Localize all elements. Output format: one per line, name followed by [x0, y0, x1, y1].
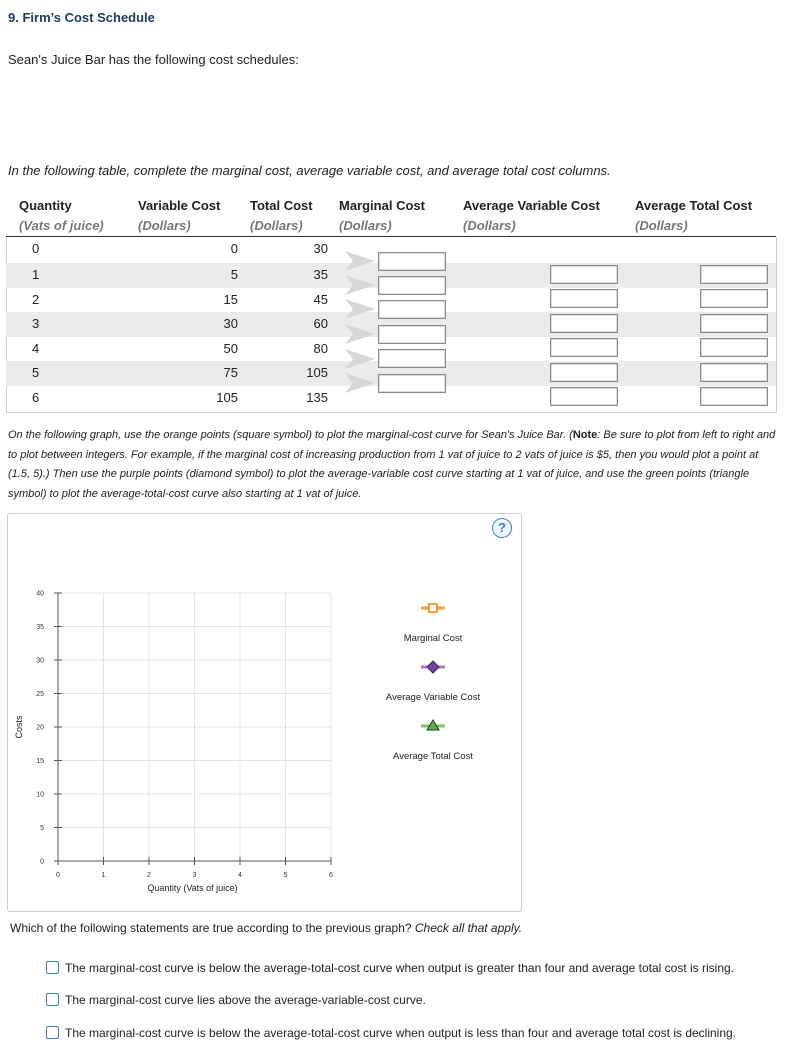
y-tick-label: 25	[36, 691, 44, 698]
legend-label: Average Variable Cost	[385, 692, 481, 703]
marginal-cost-input[interactable]	[378, 276, 446, 295]
marginal-cost-input[interactable]	[378, 349, 446, 368]
graph-panel	[7, 513, 522, 912]
y-tick-label: 10	[36, 791, 44, 799]
option-1[interactable]: The marginal-cost curve is below the average-total-cost curve when output is greater than four and average total cost is rising.	[46, 961, 734, 975]
x-axis-label: Quantity (Vats of juice)	[147, 883, 238, 893]
marginal-cost-input[interactable]	[378, 374, 446, 393]
quantity-cell: 0	[32, 241, 40, 256]
variable-cost-cell: 30	[223, 316, 238, 331]
legend-marker-diamond	[427, 661, 439, 673]
avc-input[interactable]	[550, 289, 618, 308]
table-instruction: In the following table, complete the marginal cost, average variable cost, and average total cost columns.	[8, 163, 611, 178]
x-tick-label: 1	[101, 872, 106, 879]
avc-input[interactable]	[550, 338, 618, 357]
total-cost-cell: 80	[313, 340, 328, 356]
header-variable-cost: Variable Cost	[138, 198, 221, 213]
legend-label: Average Total Cost	[393, 751, 473, 762]
marginal-cost-input[interactable]	[378, 300, 446, 319]
y-tick-label: 35	[36, 624, 44, 631]
x-tick-label: 5	[283, 872, 288, 879]
cost-chart[interactable]	[8, 514, 521, 911]
help-icon[interactable]: ?	[492, 518, 512, 538]
total-cost-cell: 30	[313, 241, 328, 256]
header-marginal-cost: Marginal Cost	[339, 198, 425, 213]
checkbox[interactable]	[46, 961, 59, 974]
x-tick-label: 2	[147, 872, 151, 879]
avc-input[interactable]	[550, 265, 618, 284]
header-atc: Average Total Cost	[635, 198, 753, 213]
variable-cost-cell: 50	[223, 340, 238, 356]
header-atc-unit: (Dollars)	[635, 218, 688, 233]
y-tick-label: 0	[40, 858, 44, 866]
variable-cost-cell: 0	[230, 241, 238, 256]
option-2[interactable]: The marginal-cost curve lies above the average-variable-cost curve.	[46, 993, 426, 1007]
option-3[interactable]: The marginal-cost curve is below the average-total-cost curve when output is less than four and average total cost is declining.	[46, 1026, 736, 1040]
legend-marker-square	[429, 604, 437, 612]
quantity-cell: 2	[32, 291, 40, 307]
y-tick-label: 30	[36, 657, 44, 665]
marginal-cost-input[interactable]	[378, 325, 446, 344]
header-quantity-unit: (Vats of juice)	[19, 218, 104, 233]
header-avc-unit: (Dollars)	[463, 218, 516, 233]
atc-input[interactable]	[700, 289, 768, 308]
x-tick-label: 3	[192, 872, 197, 879]
header-quantity: Quantity	[19, 198, 72, 213]
total-cost-cell: 60	[313, 316, 328, 331]
marginal-cost-input[interactable]	[378, 252, 446, 271]
quantity-cell: 6	[32, 389, 40, 405]
header-marginal-cost-unit: (Dollars)	[339, 218, 392, 233]
question-text: Which of the following statements are true according to the previous graph? Check all that apply.	[10, 921, 523, 935]
y-tick-label: 15	[36, 758, 44, 765]
atc-input[interactable]	[700, 338, 768, 357]
quantity-cell: 4	[32, 340, 40, 356]
checkbox[interactable]	[46, 1026, 59, 1039]
quantity-cell: 3	[32, 316, 40, 331]
quantity-cell: 1	[32, 267, 40, 282]
atc-input[interactable]	[700, 387, 768, 406]
total-cost-cell: 35	[313, 267, 328, 282]
total-cost-cell: 135	[306, 389, 328, 405]
marginal-arrows-icon	[343, 249, 377, 399]
atc-input[interactable]	[700, 314, 768, 333]
variable-cost-cell: 15	[223, 291, 238, 307]
legend-label: Marginal Cost	[403, 633, 463, 644]
variable-cost-cell: 105	[216, 389, 238, 405]
y-tick-label: 5	[40, 825, 44, 832]
header-total-cost-unit: (Dollars)	[250, 218, 303, 233]
graph-instruction: On the following graph, use the orange points (square symbol) to plot the marginal-cost curve for Sean's Juice Bar. (Note: Be sure to plot from left to right and to plot between integers. For example, if the marginal cost of increasing production from 1 vat of juice to 2 vats of juice is $5, then you would plot a point at (1.5, 5).) Then use the purple points (diamond symbol) to plot the average-variable cost curve starting at 1 vat of juice, and use the green points (triangle symbol) to plot the average-total-cost curve also starting at 1 vat of juice.	[8, 429, 776, 500]
avc-input[interactable]	[550, 387, 618, 406]
avc-input[interactable]	[550, 314, 618, 333]
atc-input[interactable]	[700, 265, 768, 284]
x-tick-label: 6	[329, 872, 333, 879]
header-avc: Average Variable Cost	[463, 198, 600, 213]
header-total-cost: Total Cost	[250, 198, 313, 213]
total-cost-cell: 45	[313, 291, 328, 307]
x-tick-label: 4	[238, 872, 242, 879]
variable-cost-cell: 5	[230, 267, 238, 282]
y-tick-label: 20	[36, 724, 44, 732]
x-tick-label: 0	[56, 872, 60, 879]
page-title: 9. Firm’s Cost Schedule	[8, 10, 155, 25]
y-tick-label: 40	[36, 590, 44, 598]
cost-schedule-table	[6, 191, 776, 413]
checkbox[interactable]	[46, 993, 59, 1006]
atc-input[interactable]	[700, 363, 768, 382]
header-variable-cost-unit: (Dollars)	[138, 218, 191, 233]
total-cost-cell: 105	[306, 365, 328, 380]
y-axis-label: Costs	[14, 715, 24, 739]
avc-input[interactable]	[550, 363, 618, 382]
variable-cost-cell: 75	[223, 365, 238, 380]
intro-text: Sean's Juice Bar has the following cost schedules:	[8, 52, 299, 67]
quantity-cell: 5	[32, 365, 40, 380]
